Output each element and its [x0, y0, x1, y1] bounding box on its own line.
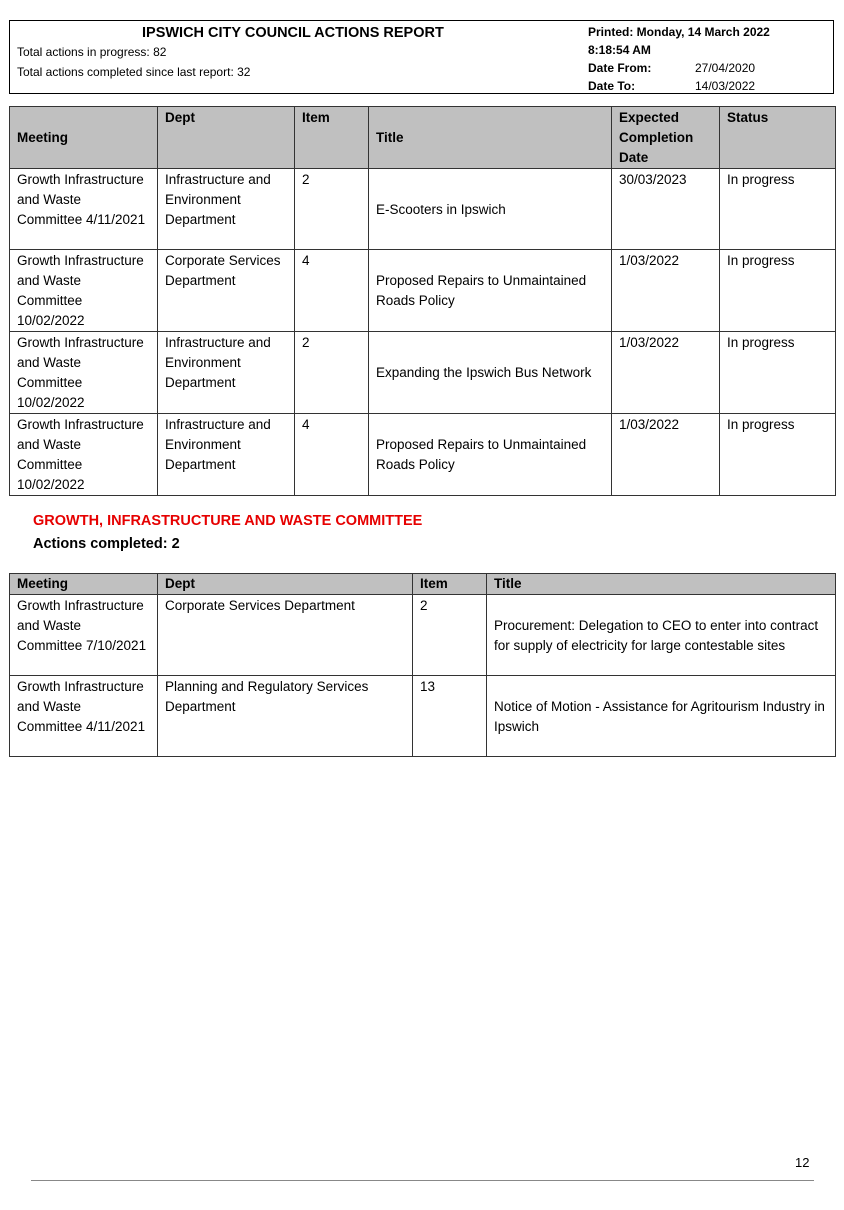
meeting-cell: Growth Infrastructure and Waste Committee 4/11/2021: [10, 169, 158, 250]
col-title: Title: [487, 574, 836, 595]
col-dept: Dept: [158, 574, 413, 595]
table-row: [10, 414, 836, 496]
report-header: [9, 20, 834, 94]
dept-cell: Corporate Services Department: [158, 250, 295, 332]
report-title: IPSWICH CITY COUNCIL ACTIONS REPORT: [142, 25, 444, 41]
dept-cell: Planning and Regulatory Services Department: [158, 676, 413, 757]
actions-completed-table: [9, 573, 836, 757]
col-item: Item: [295, 107, 369, 169]
status-cell: In progress: [720, 414, 836, 496]
total-in-progress: Total actions in progress: 82: [17, 45, 167, 59]
item-cell: 4: [295, 250, 369, 332]
dept-cell: Infrastructure and Environment Department: [158, 414, 295, 496]
status-cell: In progress: [720, 332, 836, 414]
committee-section-title: GROWTH, INFRASTRUCTURE AND WASTE COMMITTEE: [33, 513, 423, 529]
item-cell: 2: [413, 595, 487, 676]
meeting-cell: Growth Infrastructure and Waste Committee 10/02/2022: [10, 250, 158, 332]
dept-cell: Infrastructure and Environment Department: [158, 332, 295, 414]
page-number: 12: [795, 1155, 810, 1170]
item-cell: 2: [295, 169, 369, 250]
table-header-row: [10, 107, 836, 169]
title-cell: Procurement: Delegation to CEO to enter into contract for supply of electricity for large contestable sites: [487, 595, 836, 676]
col-item: Item: [413, 574, 487, 595]
meeting-cell: Growth Infrastructure and Waste Committee 7/10/2021: [10, 595, 158, 676]
title-cell: E-Scooters in Ipswich: [369, 169, 612, 250]
title-cell: Proposed Repairs to Unmaintained Roads Policy: [369, 250, 612, 332]
col-dept: Dept: [158, 107, 295, 169]
print-info: [588, 23, 770, 95]
col-meeting: Meeting: [10, 107, 158, 169]
dept-cell: Infrastructure and Environment Department: [158, 169, 295, 250]
dept-cell: Corporate Services Department: [158, 595, 413, 676]
table-row: [10, 250, 836, 332]
meeting-cell: Growth Infrastructure and Waste Committee 10/02/2022: [10, 414, 158, 496]
table-row: [10, 332, 836, 414]
item-cell: 4: [295, 414, 369, 496]
col-expected-completion: Expected Completion Date: [612, 107, 720, 169]
col-title: Title: [369, 107, 612, 169]
table-row: [10, 169, 836, 250]
total-completed: Total actions completed since last report: 32: [17, 65, 251, 79]
status-cell: In progress: [720, 169, 836, 250]
meeting-cell: Growth Infrastructure and Waste Committee 4/11/2021: [10, 676, 158, 757]
expected-cell: 1/03/2022: [612, 250, 720, 332]
actions-in-progress-table: [9, 106, 836, 496]
expected-cell: 1/03/2022: [612, 414, 720, 496]
expected-cell: 1/03/2022: [612, 332, 720, 414]
col-meeting: Meeting: [10, 574, 158, 595]
printed-date: Printed: Monday, 14 March 2022: [588, 25, 770, 39]
table-row: [10, 595, 836, 676]
date-from-label: Date From:: [588, 61, 652, 75]
item-cell: 13: [413, 676, 487, 757]
printed-time: 8:18:54 AM: [588, 43, 651, 57]
date-to-label: Date To:: [588, 79, 636, 93]
title-cell: Notice of Motion - Assistance for Agritourism Industry in Ipswich: [487, 676, 836, 757]
date-to-value: 14/03/2022: [695, 79, 756, 93]
col-status: Status: [720, 107, 836, 169]
expected-cell: 30/03/2023: [612, 169, 720, 250]
title-cell: Expanding the Ipswich Bus Network: [369, 332, 612, 414]
table-header-row: [10, 574, 836, 595]
status-cell: In progress: [720, 250, 836, 332]
actions-completed-count: Actions completed: 2: [33, 536, 180, 552]
footer-divider: [31, 1180, 814, 1181]
date-from-value: 27/04/2020: [695, 61, 756, 75]
title-cell: Proposed Repairs to Unmaintained Roads Policy: [369, 414, 612, 496]
meeting-cell: Growth Infrastructure and Waste Committee 10/02/2022: [10, 332, 158, 414]
table-row: [10, 676, 836, 757]
item-cell: 2: [295, 332, 369, 414]
